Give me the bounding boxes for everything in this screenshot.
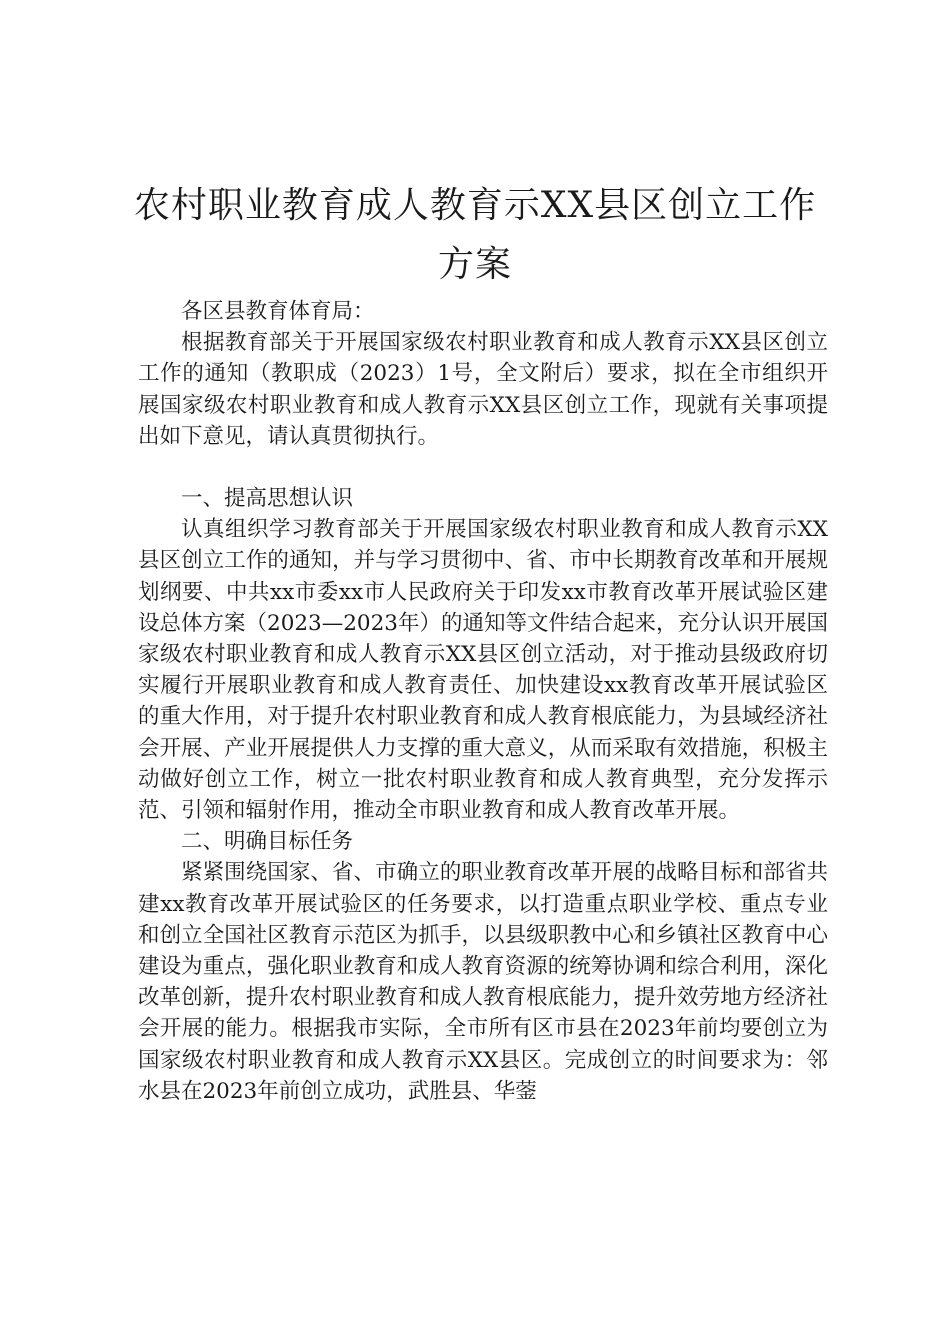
section-1-heading: 一、提高思想认识 [181,486,354,512]
document-body [138,296,828,1107]
section-1-paragraph: 认真组织学习教育部关于开展国家级农村职业教育和成人教育示XX县区创立工作的通知，并与学习贯彻中、省、市中长期教育改革和开展规划纲要、中共xx市委xx市人民政府关于印发xx市教育改革开展试验区建设总体方案（2023—2023年）的通知等文件结合起来，充分认识开展国家级农村职业教育和成人教育示XX县区创立活动，对于推动县级政府切实履行开展职业教育和成人教育责任、加快建设xx教育改革开展试验区的重大作用，对于提升农村职业教育和成人教育根底能力，为县域经济社会开展、产业开展提供人力支撑的重大意义，从而采取有效措施，积极主动做好创立工作，树立一批农村职业教育和成人教育典型，充分发挥示范、引领和辐射作用，推动全市职业教育和成人教育改革开展。 [138,517,828,824]
section-2-paragraph: 紧紧围绕国家、省、市确立的职业教育改革开展的战略目标和部省共建xx教育改革开展试验区的任务要求，以打造重点职业学校、重点专业和创立全国社区教育示范区为抓手，以县级职教中心和乡镇社区教育中心建设为重点，强化职业教育和成人教育资源的统筹协调和综合利用，深化改革创新，提升农村职业教育和成人教育根底能力，提升效劳地方经济社会开展的能力。根据我市实际，全市所有区市县在2023年前均要创立为国家级农村职业教育和成人教育示XX县区。完成创立的时间要求为：邻水县在2023年前创立成功，武胜县、华蓥 [138,860,828,1104]
document-title-line-2: 方案 [437,244,512,285]
intro-paragraph: 根据教育部关于开展国家级农村职业教育和成人教育示XX县区创立工作的通知（教职成（2023）1号，全文附后）要求，拟在全市组织开展国家级农村职业教育和成人教育示XX县区创立工作，现就有关事项提出如下意见，请认真贯彻执行。 [138,330,828,449]
paragraph-spacer [138,452,828,483]
document-title-line-1: 农村职业教育成人教育示XX县区创立工作 [133,185,817,226]
salutation: 各区县教育体育局： [181,299,375,324]
section-2-heading: 二、明确目标任务 [181,829,354,855]
